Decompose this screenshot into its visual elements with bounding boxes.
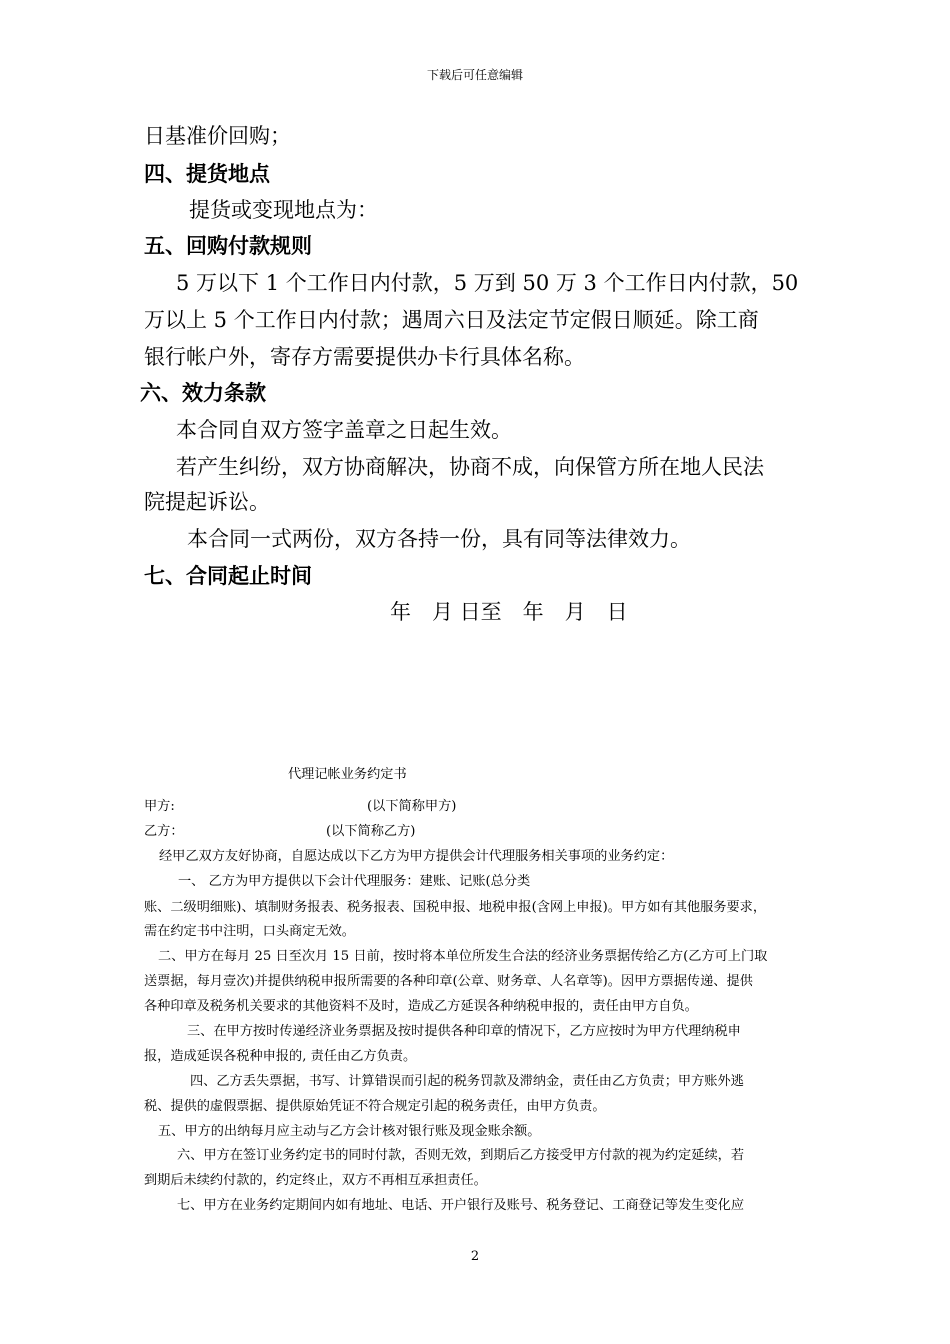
party-a-note: (以下简称甲方) <box>367 799 457 814</box>
body-line: 本合同一式两份，双方各持一份，具有同等法律效力。 <box>187 527 691 551</box>
clause-line: 三、在甲方按时传递经济业务票据及按时提供各种印章的情况下，乙方应按时为甲方代理纳税申 <box>187 1024 741 1039</box>
page-number: 2 <box>470 1249 480 1264</box>
section-heading-5: 五、回购付款规则 <box>144 234 312 258</box>
clause-line: 六、甲方在签订业务约定书的同时付款，否则无效，到期后乙方接受甲方付款的视为约定延续，若 <box>177 1148 745 1163</box>
clause-line: 二、甲方在每月 25 日至次月 15 日前，按时将本单位所发生合法的经济业务票据传给乙方(乙方可上门取 <box>158 949 768 964</box>
clause-line: 七、甲方在业务约定期间内如有地址、电话、开户银行及账号、税务登记、工商登记等发生变化应 <box>177 1198 745 1213</box>
body-line: 5 万以下 1 个工作日内付款，5 万到 50 万 3 个工作日内付款，50 <box>176 271 799 295</box>
section-heading-4: 四、提货地点 <box>144 162 270 186</box>
agreement-intro: 经甲乙双方友好协商，自愿达成以下乙方为甲方提供会计代理服务相关事项的业务约定： <box>159 849 674 864</box>
clause-line: 报，造成延误各税种申报的, 责任由乙方负责。 <box>144 1049 417 1064</box>
section-heading-7: 七、合同起止时间 <box>144 564 312 588</box>
clause-line: 五、甲方的出纳每月应主动与乙方会计核对银行账及现金账余额。 <box>158 1124 541 1139</box>
clause-line: 各种印章及税务机关要求的其他资料不及时，造成乙方延误各种纳税申报的，责任由甲方自负。 <box>144 999 698 1014</box>
agreement-title: 代理记帐业务约定书 <box>288 767 407 782</box>
body-line: 若产生纠纷，双方协商解决，协商不成，向保管方所在地人民法 <box>176 455 764 479</box>
clause-line: 账、二级明细账)、填制财务报表、税务报表、国税申报、地税申报(含网上申报)。甲方如有其他服务要求， <box>144 900 767 915</box>
party-b-label: 乙方： <box>144 824 184 839</box>
clause-line: 送票据，每月壹次)并提供纳税申报所需要的各种印章(公章、财务章、人名章等)。因甲方票据传递、提供 <box>144 974 753 989</box>
date-line: 年 月 日至 年 月 日 <box>390 600 628 624</box>
body-line: 万以上 5 个工作日内付款；遇周六日及法定节定假日顺延。除工商 <box>144 308 759 332</box>
party-b-note: (以下简称乙方) <box>326 824 416 839</box>
clause-line: 一、 乙方为甲方提供以下会计代理服务：建账、记账(总分类 <box>178 874 531 889</box>
party-a-label: 甲方: <box>144 799 175 814</box>
body-line: 日基准价回购； <box>144 124 291 148</box>
clause-line: 四、乙方丢失票据，书写、计算错误而引起的税务罚款及滞纳金，责任由乙方负责；甲方账外逃 <box>190 1074 744 1089</box>
body-line: 银行帐户外，寄存方需要提供办卡行具体名称。 <box>144 345 585 369</box>
clause-line: 需在约定书中注明，口头商定无效。 <box>144 924 355 939</box>
clause-line: 到期后未续约付款的，约定终止，双方不再相互承担责任。 <box>144 1173 487 1188</box>
body-line: 院提起诉讼。 <box>144 490 270 514</box>
section-heading-6: 六、效力条款 <box>140 381 266 405</box>
body-line: 提货或变现地点为： <box>189 198 378 222</box>
body-line: 本合同自双方签字盖章之日起生效。 <box>176 418 512 442</box>
page-header: 下载后可任意编辑 <box>426 68 523 82</box>
clause-line: 税、提供的虚假票据、提供原始凭证不符合规定引起的税务责任，由甲方负责。 <box>144 1099 606 1114</box>
